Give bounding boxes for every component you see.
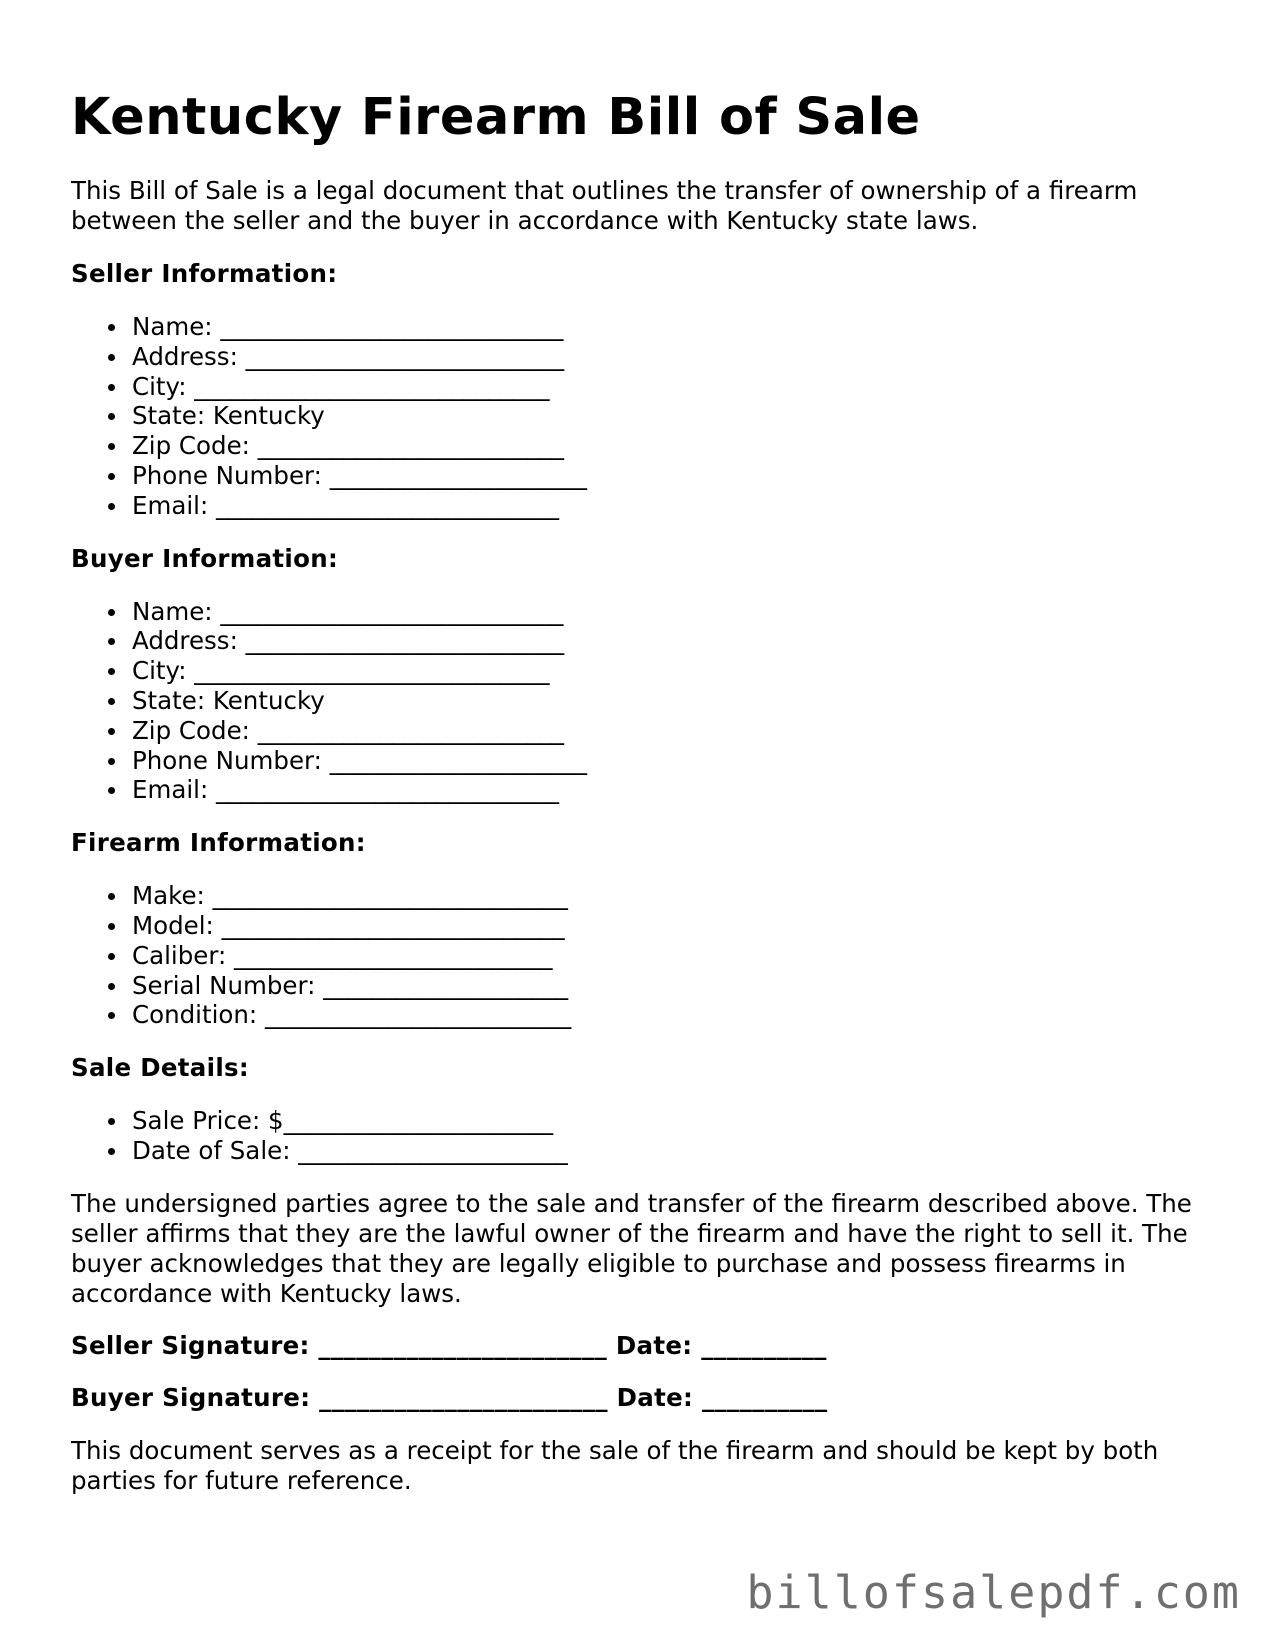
buyer-address-field: Address: __________________________	[132, 626, 1211, 656]
seller-name-field: Name: ____________________________	[132, 312, 1211, 342]
buyer-section-heading: Buyer Information:	[71, 543, 339, 573]
buyer-signature-line: Buyer Signature: _______________________ Date: __________	[71, 1382, 828, 1412]
seller-phone-field: Phone Number: _____________________	[132, 461, 1211, 491]
firearm-field-list	[71, 881, 1211, 1030]
seller-field-list	[71, 312, 1211, 521]
closing-paragraph: This document serves as a receipt for the sale of the firearm and should be kept by both parties for future reference.	[71, 1435, 1159, 1495]
sale-price-field: Sale Price: $______________________	[132, 1106, 1211, 1136]
seller-address-field: Address: __________________________	[132, 342, 1211, 372]
firearm-model-field: Model: ____________________________	[132, 911, 1211, 941]
agreement-paragraph: The undersigned parties agree to the sale and transfer of the firearm described above. The seller affirms that they are the lawful owner of the firearm and have the right to sell it. The buyer acknowledges that they are legally eligible to purchase and possess firearms in accordance with Kentucky laws.	[71, 1188, 1192, 1308]
seller-signature-line: Seller Signature: _______________________ Date: __________	[71, 1330, 827, 1360]
seller-zip-field: Zip Code: _________________________	[132, 431, 1211, 461]
buyer-name-field: Name: ____________________________	[132, 597, 1211, 627]
firearm-caliber-field: Caliber: __________________________	[132, 941, 1211, 971]
seller-email-field: Email: ____________________________	[132, 491, 1211, 521]
buyer-field-list	[71, 597, 1211, 806]
document-title: Kentucky Firearm Bill of Sale	[71, 88, 921, 147]
buyer-zip-field: Zip Code: _________________________	[132, 716, 1211, 746]
watermark: billofsalepdf.com	[746, 1566, 1241, 1619]
sale-section-heading: Sale Details:	[71, 1053, 249, 1083]
firearm-make-field: Make: _____________________________	[132, 881, 1211, 911]
sale-field-list	[71, 1106, 1211, 1166]
seller-city-field: City: _____________________________	[132, 372, 1211, 402]
firearm-condition-field: Condition: _________________________	[132, 1000, 1211, 1030]
buyer-phone-field: Phone Number: _____________________	[132, 746, 1211, 776]
document-page	[71, 82, 1211, 1496]
seller-state-field: State: Kentucky	[132, 401, 1211, 431]
buyer-email-field: Email: ____________________________	[132, 775, 1211, 805]
firearm-serial-field: Serial Number: ____________________	[132, 971, 1211, 1001]
firearm-section-heading: Firearm Information:	[71, 828, 366, 858]
seller-section-heading: Seller Information:	[71, 259, 338, 288]
intro-paragraph: This Bill of Sale is a legal document that outlines the transfer of ownership of a firearm between the seller and the buyer in accordance with Kentucky state laws.	[71, 176, 1138, 235]
buyer-state-field: State: Kentucky	[132, 686, 1211, 716]
sale-date-field: Date of Sale: ______________________	[132, 1136, 1211, 1166]
buyer-city-field: City: _____________________________	[132, 656, 1211, 686]
